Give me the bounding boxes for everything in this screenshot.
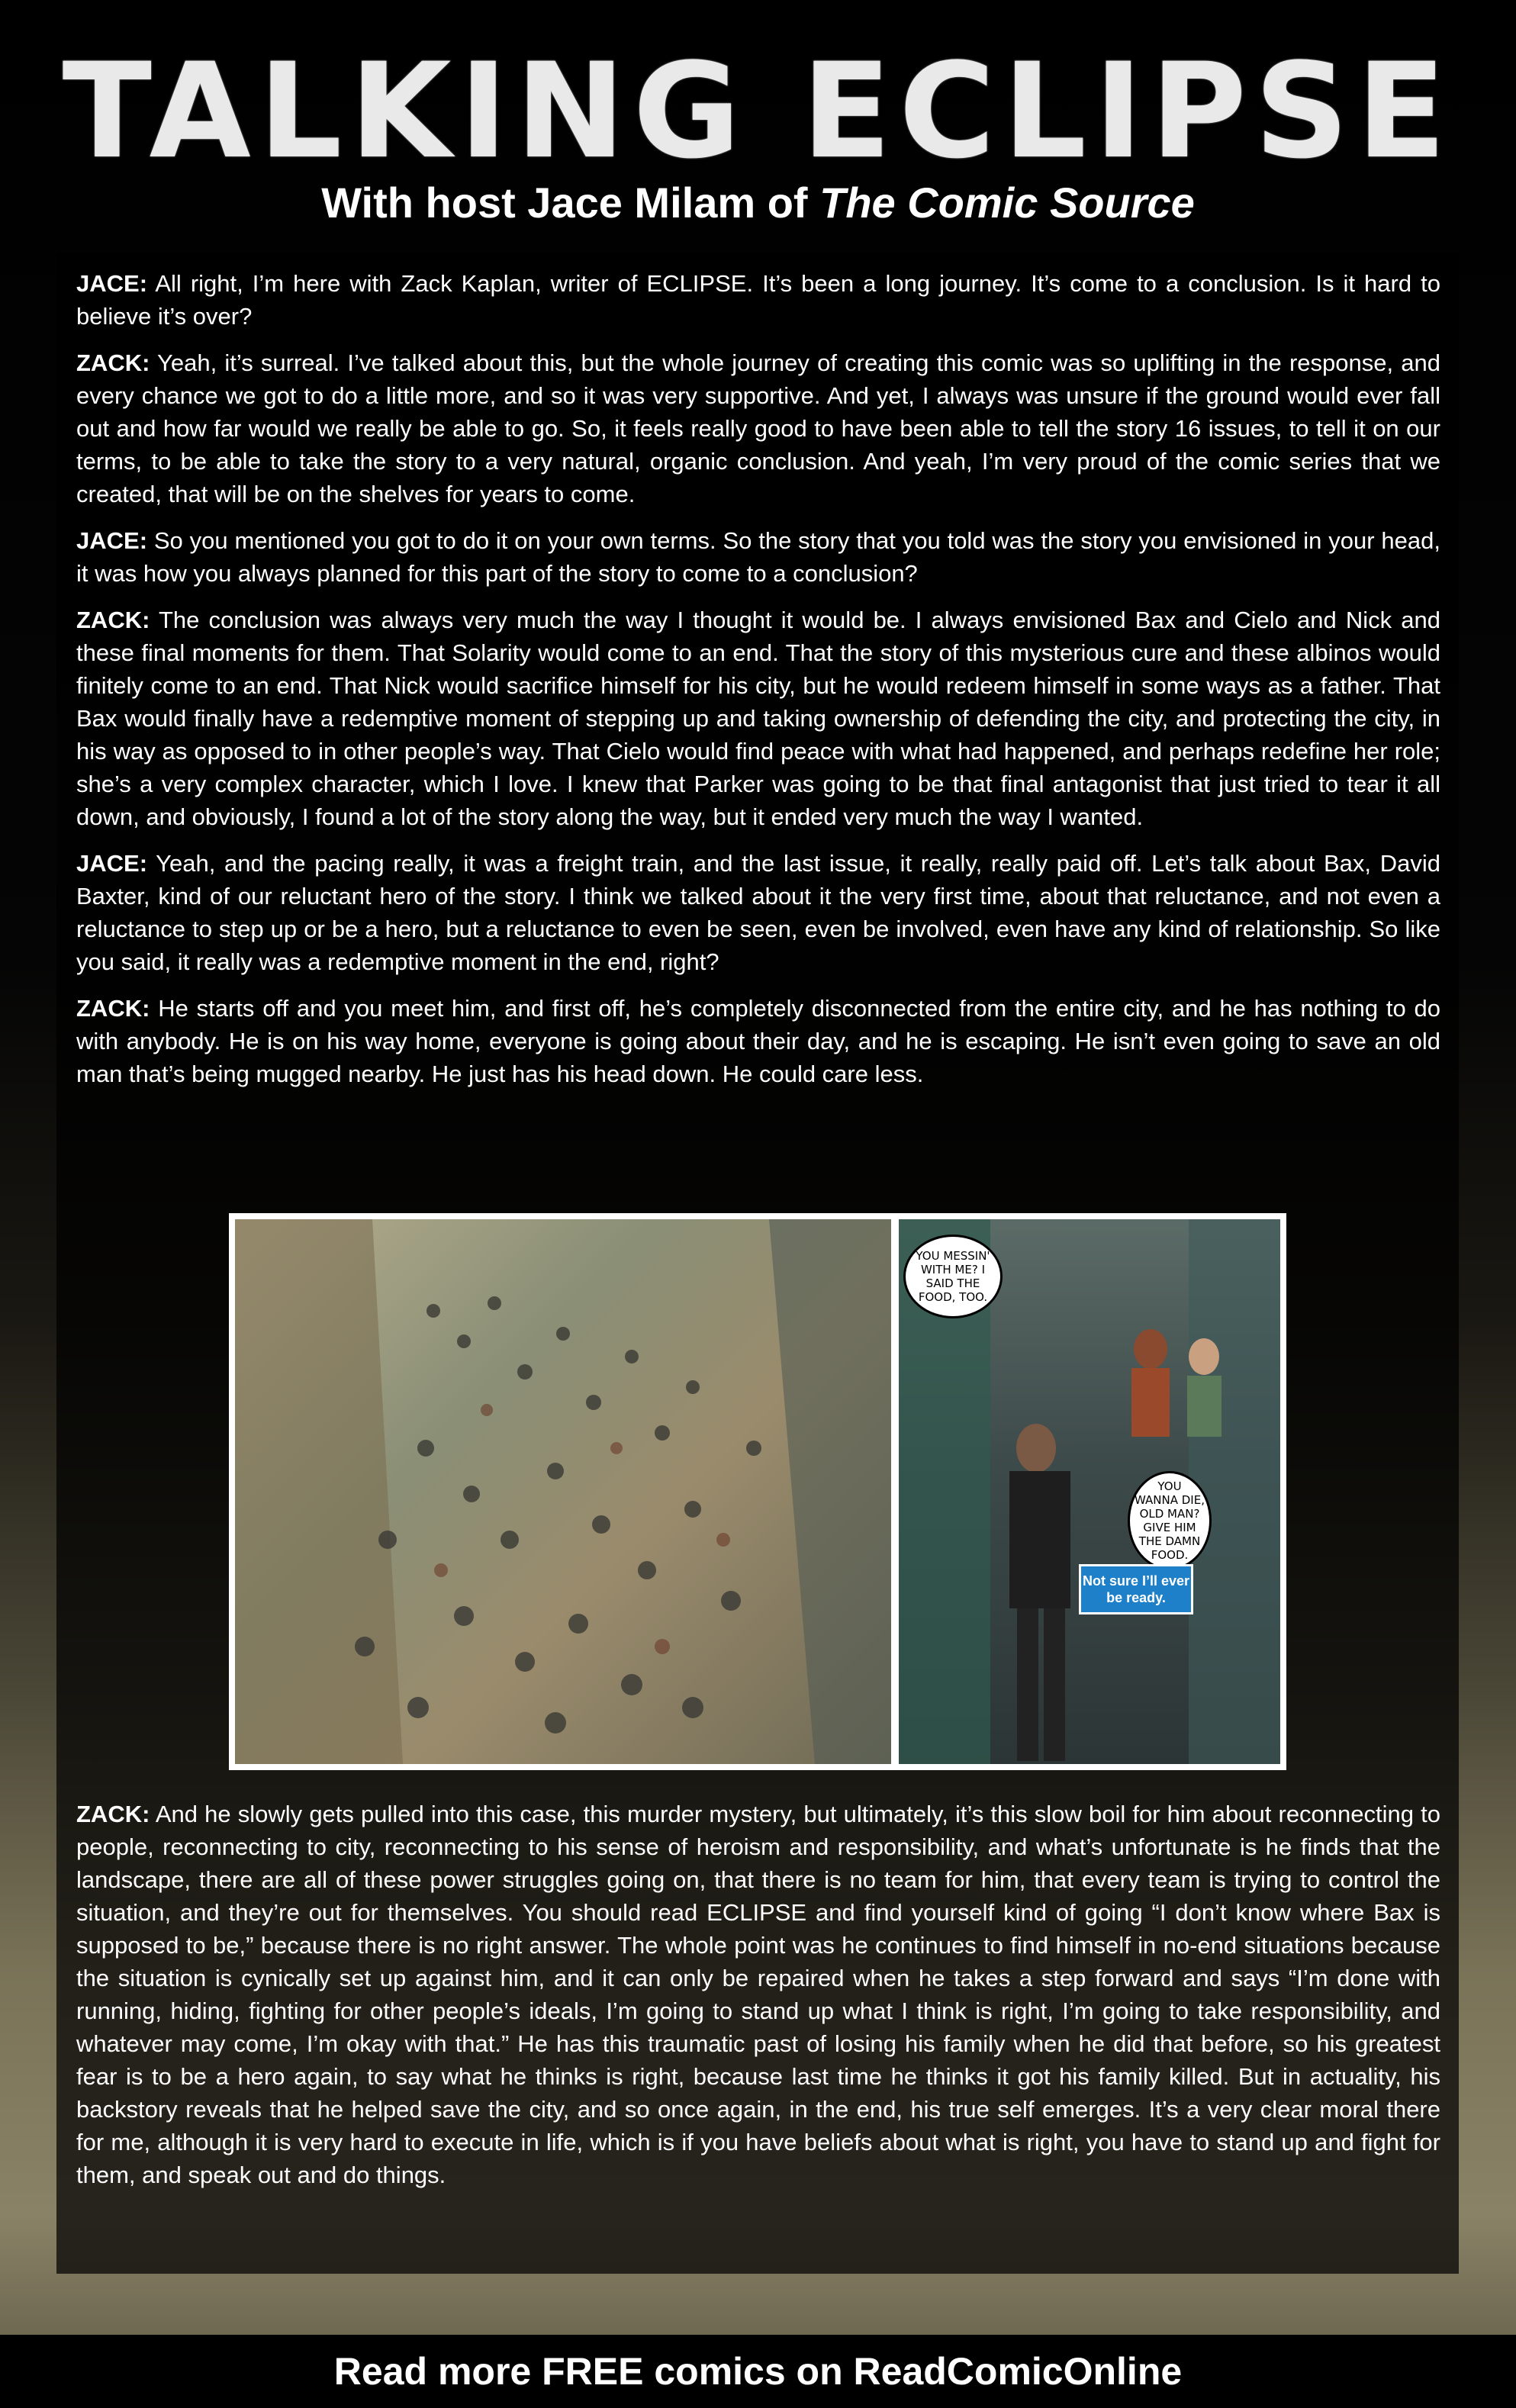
interview-part-2 (76, 1798, 1440, 2205)
paragraph-text: Yeah, it’s surreal. I’ve talked about this, but the whole journey of creating this comic was so uplifting in the response, and every chance we got to do a little more, and so it was very supportive. And yet, I always was unsure if the ground would ever fall out and how far would we really be able to go. So, it feels really good to have been able to tell the story 16 issues, to tell it on our terms, to be able to take the story to a very natural, organic conclusion. And yeah, I’m very proud of the comic series that we created, that will be on the shelves for years to come. (76, 349, 1440, 507)
speaker-label: ZACK: (76, 1801, 150, 1827)
speaker-label: JACE: (76, 527, 148, 554)
interview-part-1 (76, 267, 1440, 1104)
paragraph (76, 992, 1440, 1090)
speaker-label: ZACK: (76, 607, 150, 633)
speech-balloon-1: YOU MESSIN' WITH ME? I SAID THE FOOD, TOO. (903, 1235, 1003, 1318)
speaker-label: ZACK: (76, 349, 150, 376)
paragraph-text: So you mentioned you got to do it on your own terms. So the story that you told was the story you envisioned in your head, it was how you always planned for this part of the story to come to a conclusion? (76, 527, 1440, 587)
paragraph-text: He starts off and you meet him, and first off, he’s completely disconnected from the entire city, and he has nothing to do with anybody. He is on his way home, everyone is going about their day, and he is escaping. He isn’t even going to save an old man that’s being mugged nearby. He just has his head down. He could care less. (76, 995, 1440, 1087)
speaker-label: JACE: (76, 850, 148, 877)
crowd-illustration (235, 1219, 891, 1764)
host-name: Jace Milam (527, 179, 756, 227)
subtitle-of: of (755, 179, 820, 227)
paragraph (76, 1798, 1440, 2191)
paragraph (76, 604, 1440, 833)
paragraph (76, 524, 1440, 590)
paragraph (76, 346, 1440, 510)
paragraph-text: All right, I’m here with Zack Kaplan, writer of ECLIPSE. It’s been a long journey. It’s come to a conclusion. Is it hard to believe it’s over? (76, 270, 1440, 330)
paragraph-text: And he slowly gets pulled into this case, this murder mystery, but ultimately, it’s this slow boil for him about reconnecting to people, reconnecting to city, reconnecting to his sense of heroism and responsibility, and what’s unfortunate is he finds that the landscape, there are all of these power struggles going on, that there is no team for him, that every team is trying to control the situation, and they’re out for themselves. You should read ECLIPSE and find yourself kind of going “I don’t know where Bax is supposed to be,” because there is no right answer. The whole point was he continues to find himself in no-end situations because the situation is cynically set up against him, and it can only be repaired when he takes a step forward and says “I’m done with running, hiding, fighting for other people’s ideals, I’m going to stand up what I think is right, I’m going to take responsibility, and whatever may come, I’m okay with that.” He has this traumatic past of losing his family when he did that before, so his greatest fear is to be a hero again, to say what he thinks is right, because last time he thinks it got his family killed. But in actuality, his backstory reveals that he helped save the city, and so once again, in the end, his true self emerges. It’s a very clear moral there for me, although it is very hard to execute in life, which is if you have beliefs about what is right, you have to stand up and fight for them, and speak out and do things. (76, 1801, 1440, 2188)
speaker-label: JACE: (76, 270, 148, 297)
speech-balloon-2: YOU WANNA DIE, OLD MAN? GIVE HIM THE DAMN FOOD. (1128, 1471, 1212, 1570)
publication-name: The Comic Source (819, 179, 1195, 227)
crowd-scene (235, 1219, 891, 1764)
paragraph (76, 267, 1440, 333)
page-subtitle (0, 177, 1516, 228)
caption-box: Not sure I’ll ever be ready. (1079, 1564, 1193, 1614)
paragraph-text: Yeah, and the pacing really, it was a freight train, and the last issue, it really, really paid off. Let’s talk about Bax, David Baxter, kind of our reluctant hero of the story. I think we talked about it the very first time, about that reluctance, and not even a reluctance to step up or be a hero, but a reluctance to even be seen, even be involved, even have any kind of relationship. So like you said, it really was a redemptive moment in the end, right? (76, 850, 1440, 975)
page-title: TALKING ECLIPSE (62, 34, 1454, 188)
paragraph-text: The conclusion was always very much the way I thought it would be. I always envisioned Bax and Cielo and Nick and these final moments for them. That Solarity would come to an end. That the story of this mysterious cure and these albinos would finitely come to an end. That Nick would sacrifice himself for his city, but he would redeem himself in some ways as a father. That Bax would finally have a redemptive moment of stepping up and taking ownership of defending the city, and protecting the city, in his way as opposed to in other people’s way. That Cielo would find peace with what had happened, and perhaps redefine her role; she’s a very complex character, which I love. I knew that Parker was going to be that final antagonist that just tried to tear it all down, and obviously, I found a lot of the story along the way, but it ended very much the way I wanted. (76, 607, 1440, 830)
paragraph (76, 847, 1440, 978)
bax-scene (899, 1219, 1280, 1764)
footer-banner[interactable]: Read more FREE comics on ReadComicOnline (0, 2335, 1516, 2408)
speaker-label: ZACK: (76, 995, 150, 1022)
subtitle-prefix: With host (321, 179, 528, 227)
comic-panel-image (229, 1213, 1286, 1770)
